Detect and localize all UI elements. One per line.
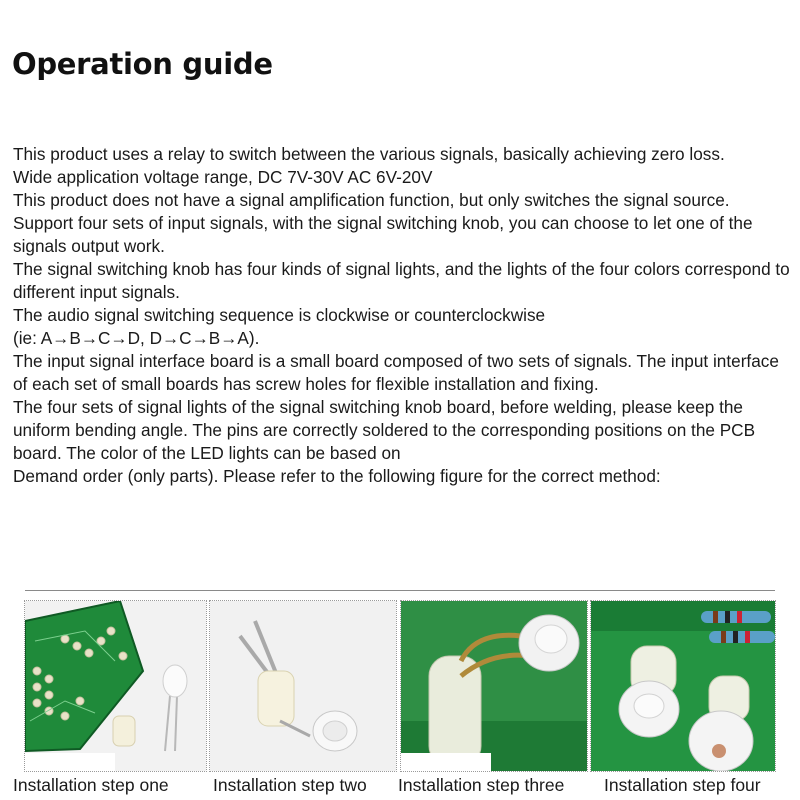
paragraph: The four sets of signal lights of the signal switching knob board, before welding, please keep the uniform bending angle. The pins are correctly soldered to the corresponding positions on the PCB board. The color of the LED lights can be based on <box>13 397 756 463</box>
section-divider <box>25 590 775 591</box>
paragraph: The input signal interface board is a small board composed of two sets of signals. The input interface of each set of small boards has screw holes for flexible installation and fixing. <box>13 351 779 394</box>
step-three-caption: Installation step three <box>398 775 565 795</box>
paragraph: This product does not have a signal amplification function, but only switches the signal source. <box>13 190 730 210</box>
paragraph: Demand order (only parts). Please refer to the following figure for the correct method: <box>13 466 661 486</box>
instructions-text <box>13 143 797 488</box>
paragraph: (ie: A→B→C→D, D→C→B→A). <box>13 328 260 348</box>
paragraph: The audio signal switching sequence is clockwise or counterclockwise <box>13 305 546 325</box>
paragraph: This product uses a relay to switch between the various signals, basically achieving zero loss. <box>13 144 725 164</box>
step-one-photo <box>25 601 206 771</box>
step-two-caption: Installation step two <box>213 775 367 795</box>
paragraph: Support four sets of input signals, with the signal switching knob, you can choose to let one of the signals output work. <box>13 213 753 256</box>
step-three-photo <box>401 601 587 771</box>
paragraph: Wide application voltage range, DC 7V-30V AC 6V-20V <box>13 167 433 187</box>
step-four-caption: Installation step four <box>604 775 761 795</box>
paragraph: The signal switching knob has four kinds of signal lights, and the lights of the four colors correspond to different input signals. <box>13 259 790 302</box>
step-four-photo <box>591 601 775 771</box>
page-title: Operation guide <box>12 47 273 81</box>
step-one-caption: Installation step one <box>13 775 169 795</box>
step-two-photo <box>210 601 396 771</box>
